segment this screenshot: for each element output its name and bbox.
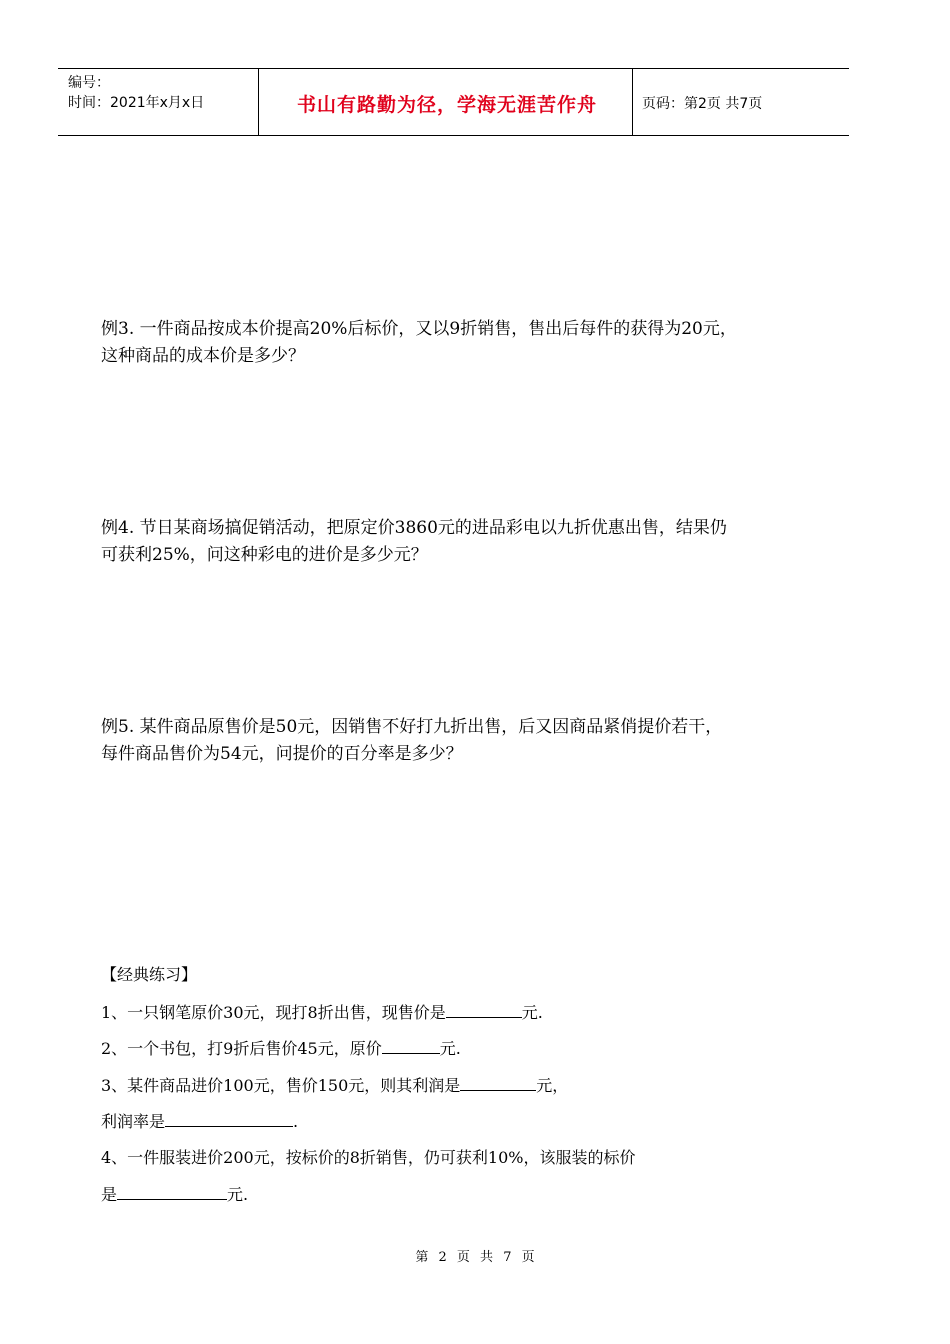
serial-label: 编号： [68,75,110,91]
practice-q4b-unit: 元. [227,1185,249,1204]
example-5 [101,714,831,768]
example-3-line1: 例3. 一件商品按成本价提高20%后标价，又以9折销售，售出后每件的获得为20元， [101,319,737,339]
practice-q1-text: 1、一只钢笔原价30元，现打8折出售，现售价是 [101,1002,446,1022]
answer-blank-q2 [382,1035,440,1054]
answer-blank-q4 [117,1181,227,1200]
example-5-line1: 例5. 某件商品原售价是50元，因销售不好打九折出售，后又因商品紧俏提价若干， [101,717,723,737]
practice-q4b-text: 是 [101,1185,118,1204]
answer-blank-q3-rate [165,1108,293,1127]
practice-q2 [101,1035,635,1072]
practice-q4-cont [101,1181,635,1218]
practice-q3 [101,1072,635,1109]
practice-q1-unit: 元. [521,1002,543,1022]
practice-q4 [101,1145,635,1182]
practice-q2-text: 2、一个书包，打9折后售价45元，原价 [101,1039,382,1058]
practice-q2-unit: 元. [439,1039,461,1058]
header-meta [68,73,204,113]
date-label: 时间：2021年x月x日 [68,95,205,111]
answer-blank-q3-profit [460,1072,536,1091]
header-page-label: 页码：第2页 共7页 [642,96,763,112]
page-header [58,68,849,136]
page-footer: 第 2 页 共 7 页 [415,1250,535,1265]
header-motto: 书山有路勤为径，学海无涯苦作舟 [296,94,597,116]
example-5-line2: 每件商品售价为54元，问提价的百分率是多少？ [101,744,463,764]
practice-heading: 【经典练习】 [101,965,198,984]
answer-blank-q1 [446,999,522,1018]
practice-q3-text: 3、某件商品进价100元，售价150元，则其利润是 [101,1075,461,1095]
practice-q3-unit: 元， [536,1075,569,1095]
practice-q1 [101,999,635,1036]
example-4-line1: 例4. 节日某商场搞促销活动，把原定价3860元的进品彩电以九折优惠出售，结果仍 [101,518,727,538]
header-divider-left [258,69,259,135]
header-divider-right [632,69,633,135]
example-3 [101,316,831,370]
practice-q3-cont [101,1108,635,1145]
example-4-line2: 可获利25%，问这种彩电的进价是多少元？ [101,545,428,565]
example-3-line2: 这种商品的成本价是多少？ [101,346,305,366]
practice-q4-text: 4、一件服装进价200元，按标价的8折销售，仍可获利10%，该服装的标价 [101,1147,636,1167]
practice-section [101,962,635,1218]
practice-q3b-text: 利润率是 [101,1112,166,1131]
example-4 [101,515,831,569]
practice-q3b-end: . [293,1112,299,1131]
